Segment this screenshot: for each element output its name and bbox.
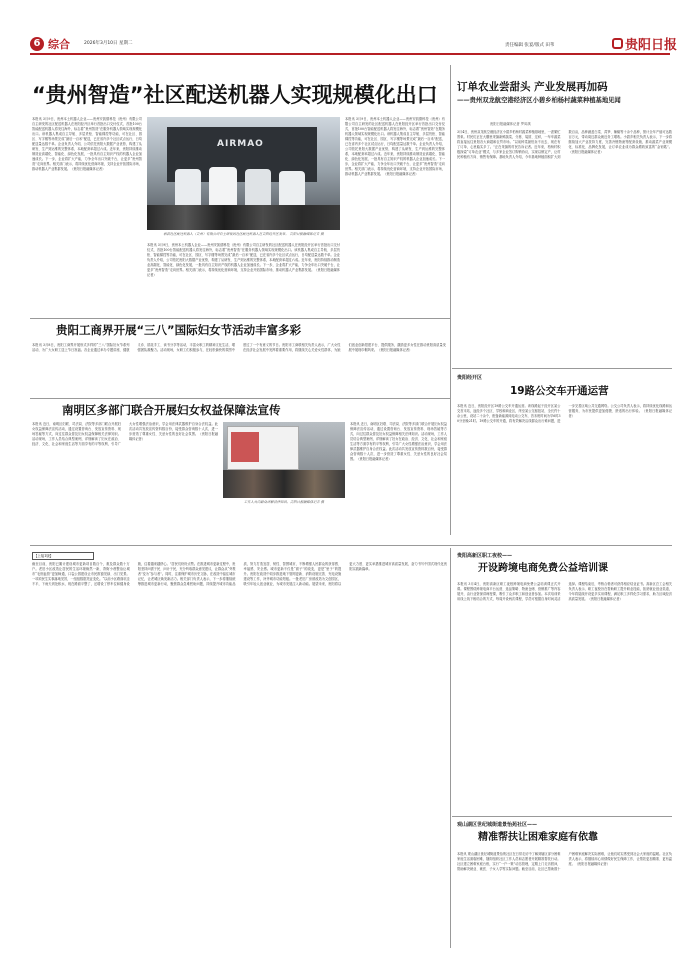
guanshanhu-kicker: 观山湖区世纪城街道景怡苑社区—— [457, 822, 538, 828]
lead-headline: “贵州智造”社区配送机器人实现规模化出口 [32, 83, 438, 107]
masthead [0, 0, 700, 62]
nanming-body-left: 本报讯 近日，南明区妇联、司法局、法院等多部门联合开展妇女权益保障法宣传活动，通过设置咨询台、发放宣传资料、现场答疑等方式，向过往群众普及妇女权益保障相关法律知识。活动现场，工作人员结合典型案例，详细解读了妇女在政治、经济、文化、社会和家庭生活等方面享有的平等权利，引导广大女性增强法治意识，学会用法律武器维护自身合法权益。此次活动共发放宣传资料数百份，接受群众咨询数十人次，进一步营造了尊重女性、关爱女性的良好社会氛围。（贵阳日报融媒体记者） [32, 422, 218, 446]
section-label: 综合 [48, 38, 70, 51]
farm-subhead: ——贵州双龙航空港经济区小碧乡柏杨村蔬菜种植基地见闻 [457, 97, 621, 104]
lead-body-mid: 本报讯 3月9日，贵州本土机器人企业——贵州安凯德科技（贵州）有限公司自主研发的社区配送机器人在贵阳经开区举行首批出口交付仪式，首批100台智能配送机器人将发往海外，标志着“贵州智造”在服务机器人领域实现规模化出口。该机器人集成自主导航、多层货柜、智能梯控等功能，可在社区、园区、写字楼等场景完成“最后一百米”配送，已在省内多个社区试点运行，日均配送量达数千单。企业负责人介绍，公司依托贵阳大数据产业优势，构建了从研发、生产到运维的完整体系，本地配套率超过六成。近年来，贵阳持续推动制造业高端化、智能化、绿色化发展，一批具有自主知识产权的机器人企业加速成长。下一步，企业将扩大产能，力争全年出口突破千台，让更多“贵州智造”走向世界。相关部门表示，将持续优化营商环境，支持企业开拓国际市场，推动机器人产业集群发展。（贵阳日报融媒体记者） [147, 243, 340, 277]
divider-bus-left [450, 365, 451, 535]
paper-logo [612, 34, 677, 53]
guanshanhu-headline: 精准帮扶让困难家庭有依靠 [478, 832, 598, 843]
farm-headline: 订单农业尝甜头 产业发展再加码 [457, 81, 608, 93]
lead-body-right: 本报讯 3月9日，贵州本土机器人企业——贵州安凯德科技（贵州）有限公司自主研发的社区配送机器人在贵阳经开区举行首批出口交付仪式，首批100台智能配送机器人将发往海外，标志着“贵州智造”在服务机器人领域实现规模化出口。该机器人集成自主导航、多层货柜、智能梯控等功能，可在社区、园区、写字楼等场景完成“最后一百米”配送，已在省内多个社区试点运行，日均配送量达数千单。企业负责人介绍，公司依托贵阳大数据产业优势，构建了从研发、生产到运维的完整体系，本地配套率超过六成。近年来，贵阳持续推动制造业高端化、智能化、绿色化发展，一批具有自主知识产权的机器人企业加速成长。下一步，企业将扩大产能，力争全年出口突破千台，让更多“贵州智造”走向世界。相关部门表示，将持续优化营商环境，支持企业开拓国际市场，推动机器人产业集群发展。（贵阳日报融媒体记者） [345, 117, 445, 176]
banner-red-char [231, 432, 259, 462]
training-headline: 开设跨境电商免费公益培训课 [478, 563, 608, 574]
lead-photo-caption: 新款社区配送机器人（贵州）有限公司自主研发的社区配送机器人在贵阳经开区发布。 贵阳日报融媒体记者 摄 [163, 232, 324, 236]
editors-line: 责任编辑 张宴/版式 田苇 [505, 43, 555, 48]
divider-h-4 [452, 816, 672, 817]
divider-h-3 [30, 545, 672, 546]
bus-kicker: 贵阳经开区 [457, 375, 483, 381]
story-continuation-label: 【上接1版】 [34, 554, 54, 558]
lead-photo [147, 117, 340, 230]
date-line: 2026年3月10日 星期二 [84, 41, 133, 46]
training-kicker: 贵阳高新区职工夜校—— [457, 553, 513, 559]
lead-body-left: 本报讯 3月9日，贵州本土机器人企业——贵州安凯德科技（贵州）有限公司自主研发的社区配送机器人在贵阳经开区举行首批出口交付仪式，首批100台智能配送机器人将发往海外，标志着“贵州智造”在服务机器人领域实现规模化出口。该机器人集成自主导航、多层货柜、智能梯控等功能，可在社区、园区、写字楼等场景完成“最后一百米”配送，已在省内多个社区试点运行，日均配送量达数千单。企业负责人介绍，公司依托贵阳大数据产业优势，构建了从研发、生产到运维的完整体系，本地配套率超过六成。近年来，贵阳持续推动制造业高端化、智能化、绿色化发展，一批具有自主知识产权的机器人企业加速成长。下一步，企业将扩大产能，力争全年出口突破千台，让更多“贵州智造”走向世界。相关部门表示，将持续优化营商环境，支持企业开拓国际市场，推动机器人产业集群发展。（贵阳日报融媒体记者） [32, 117, 142, 171]
nanming-photo [223, 422, 345, 498]
paper-logo-icon [612, 38, 623, 49]
guanshanhu-body: 本报讯 观山湖区世纪城街道景怡苑社区在日常走访中了解到辖区部分困难家庭生活面临困难，随即组织社区工作人员和志愿者开展精准帮扶行动。社区建立困难家庭台账，实行“一户一策”动态管理，定期上门走访慰问，帮助解决就业、就医、子女入学等实际问题。截至目前，社区已帮助数十户困难家庭解决实际困难，让他们切实感受到社会大家庭的温暖。社区负责人表示，将继续用心用情做好民生保障工作，让帮扶更加精准、更有温度。（贵阳日报融媒体记者） [457, 852, 672, 871]
divider-h-2 [30, 398, 450, 399]
bus-headline: 19路公交车开通运营 [510, 385, 609, 397]
masthead-rule [30, 53, 670, 55]
page-number-badge: 6 [30, 37, 44, 51]
women-day-headline: 贵阳工商界开展“三八”国际妇女节活动丰富多彩 [56, 323, 302, 337]
paper-name: 贵阳日报 [625, 38, 678, 53]
nanming-headline: 南明区多部门联合开展妇女权益保障法宣传 [62, 403, 281, 417]
bus-body: 本报讯 近日，贵阳经开区19路公交车开通运营。该线路起于经开区某公交首末站，途经多个社区、学校和商业区，终至某公交枢纽站，全长约十余公里，设站二十余个，配备新能源纯电动公交车，首末班时间为早6时30分至晚21时。19路公交车的开通，将有效解决沿线群众出行难问题，进一步完善区域公共交通网络。公交公司负责人表示，将持续优化线路和运营服务，为市民提供更加便捷、舒适的出行体验。（贵阳日报融媒体记者） [457, 404, 672, 423]
crowd [223, 470, 345, 498]
farm-body: 3月4日，贵州双龙航空港经济区小碧乡柏杨村蔬菜种植基地里，一派繁忙景象。村民们正在大棚里采摘新鲜蔬菜，分拣、装筐、过秤，一车车蔬菜将直接运往贵阳各大商超和农贸市场。“以前种菜最怕卖不出去，现在有了订单，心里踏实多了。”正在采摘的村民告诉记者。近年来，柏杨村积极探索“订单农业”模式，与多家企业签订购销协议，实现以销定产，让村民种植有方向、销售有保障。基地负责人介绍，今年基地种植面积扩大到数百亩，品种涵盖白菜、莴笋、辣椒等十余个品种，预计全年产值可达数百万元，带动周边群众就近务工增收。小碧乡相关负责人表示，下一步将继续加大产业扶持力度，完善冷链物流等配套设施，推动蔬菜产业规模化、标准化、品牌化发展，让订单农业成为群众增收致富的“金钥匙”。（贵阳日报融媒体记者） [457, 130, 672, 159]
photo-signage: AIRMAO [217, 139, 264, 149]
women-day-body: 本报讯 3月8日，贵阳工商界开展形式多样的“三八”国际妇女节系列活动，为广大女职工送上节日祝福。各企业通过举办专题讲座、健康义诊、插花手工、读书分享等活动，丰富女职工的精神文化生活，增强团队凝聚力。活动现场，女职工们积极参与，在轻松愉快的氛围中度过了一个有意义的节日。贵阳市工商联相关负责人表示，广大女性在经济社会发展中发挥着重要作用，将继续关心关爱女性群体，为她们创业创新搭建平台、提供服务，激励更多女性在推动贵阳高质量发展中展现巾帼风采。（贵阳日报融媒体记者） [32, 343, 446, 352]
divider-h-1 [30, 318, 450, 319]
training-body: 本报讯 3月4日，贵阳高新区职工夜校跨境电商免费公益培训课正式开课。课程围绕跨境电商平台运营、选品策略、物流仓储、营销推广等内容展开，由行业资深讲师授课，吸引了众多职工和创业者参加。本次培训采用线上线下相结合的方式，每周开设两次课程，学员可根据自身时间灵活选择。课程结束后，考核合格者可获得相应结业证书。高新区总工会相关负责人表示，职工夜校旨在帮助职工提升职业技能，拓宽就业创业渠道，今年将陆续开设更多实用课程，满足职工多样化学习需求，助力区域经济高质量发展。（贵阳日报融媒体记者） [457, 582, 672, 601]
people-group [147, 205, 340, 230]
nanming-photo-caption: 工作人员向群众讲解法律知识。贵阳日报融媒体记者 摄 [243, 500, 325, 504]
story-body: 截至目前，贵阳已累计建设城市更新项目数百个，惠及群众数十万户。老旧小区改造让居民的生活环境焕然一新，背街小巷整治让城市“毛细血管”更加畅通，口袋公园建设让市民推窗见绿、出门见景。一项项民生实事落地见效，一组组数据见证变化。“以前小区路面坑洼不平，下雨天到处积水，现在路面平整了，还增设了停车位和健身设施，住着越来越舒心。”居民们纷纷点赞。在推进城市更新过程中，贵阳坚持问需于民、问计于民，充分听取群众意见建议，让群众从“旁观者”变为“参与者”。同时，注重保护城市历史文脉，在改造中留住城市记忆，让老城区焕发新活力。相关部门负责人表示，下一步将继续统筹推进城市更新行动，聚焦群众急难愁盼问题，持续提升城市功能品质，努力打造宜居、韧性、智慧城市，不断增强人民群众的获得感、幸福感、安全感。城市更新不仅是“面子”的改变，更是“里子”的提升。贵阳在改造中同步推进地下管网更新、消防设施完善、充电设施建设等工作，补齐城市功能短板。一批老旧厂房被改造为文创园区，吸引年轻人创业就业，为城市发展注入新动能。展望未来，贵阳将以更大力度、更实举措推进城市高质量发展，奋力书写中国式现代化贵阳实践新篇章。 [32, 562, 447, 586]
divider-lead-right [450, 65, 451, 365]
divider-bus-top [452, 368, 672, 369]
farm-byline: 贵阳日报融媒体记者 罗凤琪 [490, 122, 531, 126]
nanming-body-right: 本报讯 近日，南明区妇联、司法局、法院等多部门联合开展妇女权益保障法宣传活动，通过设置咨询台、发放宣传资料、现场答疑等方式，向过往群众普及妇女权益保障相关法律知识。活动现场，工作人员结合典型案例，详细解读了妇女在政治、经济、文化、社会和家庭生活等方面享有的平等权利，引导广大女性增强法治意识，学会用法律武器维护自身合法权益。此次活动共发放宣传资料数百份，接受群众咨询数十人次，进一步营造了尊重女性、关爱女性的良好社会氛围。（贵阳日报融媒体记者） [350, 422, 447, 461]
divider-story-right [450, 548, 451, 948]
